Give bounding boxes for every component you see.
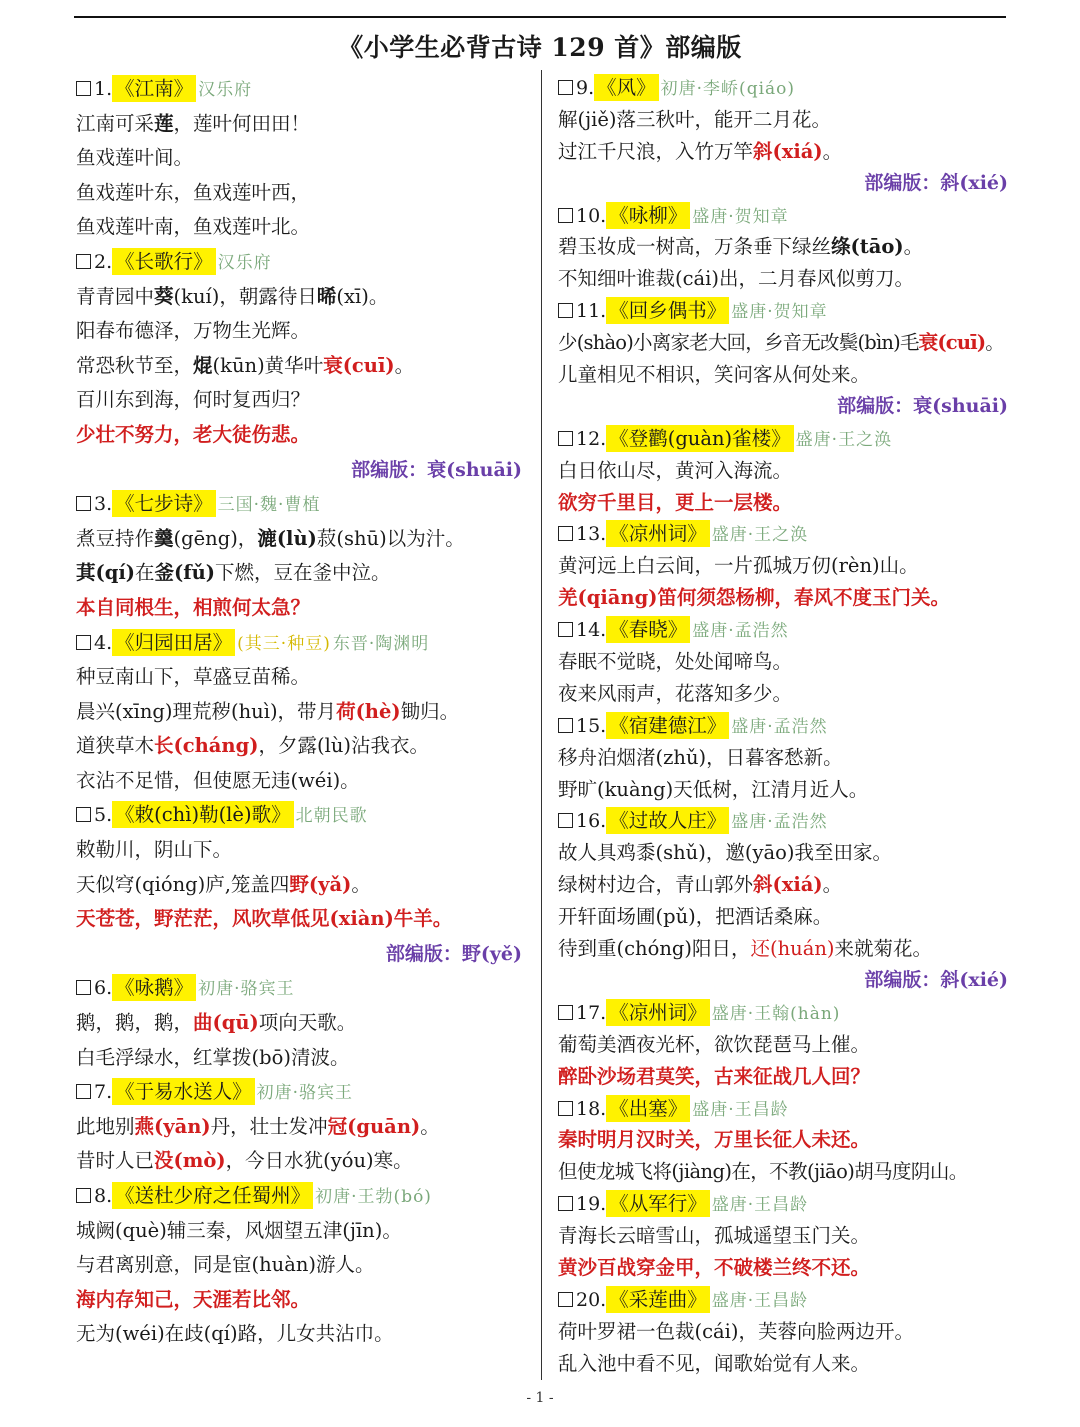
- poem-1-heading: 1. 《江南》 汉乐府: [76, 72, 522, 107]
- poem-title: 《于易水送人》: [112, 1078, 255, 1105]
- poem-10-heading: 10. 《咏柳》 盛唐·贺知章: [558, 200, 1008, 232]
- poem-12-heading: 12. 《登鹳(guàn)雀楼》 盛唐·王之涣: [558, 423, 1008, 455]
- poem-line: 青青园中葵(kuí)，朝露待日晞(xī)。: [76, 284, 389, 308]
- poem-author: 盛唐·王昌龄: [692, 1099, 789, 1120]
- edition-note: 部编版：衰(shuāi): [837, 394, 1008, 417]
- poem-line: 夜来风雨声，花落知多少。: [558, 681, 793, 705]
- poem-title: 《归园田居》: [112, 629, 235, 656]
- checkbox[interactable]: [76, 1188, 91, 1203]
- page-title: 《小学生必背古诗 129 首》部编版: [338, 33, 742, 62]
- page-number: - 1 -: [526, 1390, 554, 1406]
- poem-author: 盛唐·王之涣: [711, 525, 809, 546]
- poem-9-heading: 9. 《风》 初唐·李峤(qiáo): [558, 72, 1008, 104]
- poem-line: 煮豆持作羹(gēng)，漉(lù)菽(shū)以为汁。: [76, 526, 465, 550]
- poem-line: 道狭草木长(cháng)，夕露(lù)沾我衣。: [76, 734, 429, 758]
- poem-line-highlight: 本自同根生，相煎何太急？: [76, 595, 311, 619]
- poem-author: 东晋·陶渊明: [332, 633, 430, 654]
- checkbox[interactable]: [558, 208, 573, 223]
- poem-title: 《凉州词》: [606, 999, 710, 1026]
- poem-author: 初唐·李峤(qiáo): [660, 79, 796, 99]
- poem-7-heading: 7. 《于易水送人》 初唐·骆宾王: [76, 1075, 522, 1110]
- poem-line: 开轩面场圃(pǔ)，把酒话桑麻。: [558, 905, 833, 929]
- poem-title: 《咏鹅》: [112, 974, 196, 1001]
- poem-line: 江南可采莲，莲叶何田田！: [76, 111, 311, 135]
- poem-title: 《宿建德江》: [606, 712, 729, 739]
- poem-2-heading: 2. 《长歌行》 汉乐府: [76, 245, 522, 280]
- checkbox[interactable]: [558, 813, 573, 828]
- poem-6-heading: 6. 《咏鹅》 初唐·骆宾王: [76, 971, 522, 1006]
- poem-line-highlight: 醉卧沙场君莫笑，古来征战几人回？: [558, 1064, 871, 1088]
- edition-note: 部编版：斜(xié): [864, 968, 1008, 991]
- poem-line-highlight: 海内存知己，天涯若比邻。: [76, 1287, 311, 1311]
- edition-note: 部编版：衰(shuāi): [351, 458, 522, 481]
- poem-20-heading: 20. 《采莲曲》 盛唐·王昌龄: [558, 1284, 1008, 1316]
- poem-line: 无为(wéi)在歧(qí)路，儿女共沾巾。: [76, 1322, 394, 1346]
- checkbox[interactable]: [558, 526, 573, 541]
- checkbox[interactable]: [558, 303, 573, 318]
- poem-author: 盛唐·贺知章: [731, 302, 828, 323]
- checkbox[interactable]: [76, 496, 91, 511]
- poem-line: 城阙(què)辅三秦，风烟望五津(jīn)。: [76, 1218, 402, 1242]
- checkbox[interactable]: [558, 1101, 573, 1116]
- poem-author: 盛唐·孟浩然: [731, 812, 828, 833]
- poem-14-heading: 14. 《春晓》 盛唐·孟浩然: [558, 614, 1008, 646]
- checkbox[interactable]: [558, 431, 573, 446]
- poem-title: 《七步诗》: [112, 490, 216, 517]
- poem-line: 少(shào)小离家老大回，乡音无改鬓(bìn)毛衰(cuī)。: [558, 331, 1004, 355]
- poem-author: 初唐·骆宾王: [256, 1083, 354, 1104]
- poem-line: 与君离别意，同是宦(huàn)游人。: [76, 1253, 375, 1277]
- checkbox[interactable]: [76, 807, 91, 822]
- poem-subtitle: (其三·种豆): [237, 633, 331, 654]
- poem-line: 天似穹(qióng)庐,笼盖四野(yǎ)。: [76, 872, 371, 896]
- poem-author: 北朝民歌: [295, 806, 368, 827]
- checkbox[interactable]: [558, 1005, 573, 1020]
- poem-line: 敕勒川，阴山下。: [76, 838, 233, 862]
- checkbox[interactable]: [76, 81, 91, 96]
- poem-author: 盛唐·王翰(hàn): [711, 1003, 841, 1024]
- poem-line: 绿树村边合，青山郭外斜(xiá)。: [558, 873, 843, 897]
- poem-line: 春眠不觉晓，处处闻啼鸟。: [558, 650, 793, 674]
- top-rule: [74, 16, 1006, 18]
- poem-line: 鱼戏莲叶间。: [76, 146, 194, 170]
- poem-line: 过江千尺浪，入竹万竿斜(xiá)。: [558, 139, 843, 163]
- poem-author: 三国·魏·曹植: [217, 495, 321, 516]
- poem-author: 盛唐·孟浩然: [731, 716, 828, 737]
- poem-line: 但使龙城飞将(jiàng)在，不教(jiāo)胡马度阴山。: [558, 1160, 968, 1184]
- poem-line: 待到重(chóng)阳日，还(huán)来就菊花。: [558, 937, 933, 961]
- poem-line: 葡萄美酒夜光杯，欲饮琵琶马上催。: [558, 1032, 871, 1056]
- poem-4-heading: 4. 《归园田居》 (其三·种豆) 东晋·陶渊明: [76, 626, 522, 661]
- poem-18-heading: 18. 《出塞》 盛唐·王昌龄: [558, 1093, 1008, 1125]
- poem-author: 盛唐·孟浩然: [692, 621, 789, 642]
- poem-13-heading: 13. 《凉州词》 盛唐·王之涣: [558, 518, 1008, 550]
- poem-line: 乱入池中看不见，闻歌始觉有人来。: [558, 1351, 871, 1375]
- poem-17-heading: 17. 《凉州词》 盛唐·王翰(hàn): [558, 997, 1008, 1029]
- poem-title: 《过故人庄》: [606, 807, 729, 834]
- poem-line: 晨兴(xīng)理荒秽(huì)，带月荷(hè)锄归。: [76, 699, 460, 723]
- poem-title: 《凉州词》: [606, 520, 710, 547]
- poem-title: 《咏柳》: [606, 202, 690, 229]
- poem-author: 初唐·骆宾王: [198, 979, 295, 1000]
- poem-line: 阳春布德泽，万物生光辉。: [76, 319, 311, 343]
- poem-line-highlight: 黄沙百战穿金甲，不破楼兰终不还。: [558, 1255, 871, 1279]
- poem-line-highlight: 天苍苍，野茫茫，风吹草低见(xiàn)牛羊。: [76, 907, 453, 931]
- poem-line-highlight: 秦时明月汉时关，万里长征人未还。: [558, 1128, 871, 1152]
- poem-line: 昔时人已没(mò)，今日水犹(yóu)寒。: [76, 1149, 413, 1173]
- poem-line: 儿童相见不相识，笑问客从何处来。: [558, 363, 871, 387]
- poem-3-heading: 3. 《七步诗》 三国·魏·曹植: [76, 487, 522, 522]
- poem-line: 百川东到海，何时复西归？: [76, 388, 311, 412]
- poem-title: 《江南》: [112, 75, 196, 102]
- poem-line: 野旷(kuàng)天低树，江清月近人。: [558, 777, 869, 801]
- poem-line: 荷叶罗裙一色裁(cái)，芙蓉向脸两边开。: [558, 1319, 914, 1343]
- poem-title: 《采莲曲》: [606, 1286, 710, 1313]
- poem-line: 鹅，鹅，鹅，曲(qū)项向天歌。: [76, 1011, 357, 1035]
- poem-author: 盛唐·贺知章: [692, 206, 789, 227]
- poem-line: 白日依山尽，黄河入海流。: [558, 458, 793, 482]
- poem-title: 《长歌行》: [112, 248, 216, 275]
- poem-line: 种豆南山下，草盛豆苗稀。: [76, 665, 311, 689]
- poem-line: 鱼戏莲叶东，鱼戏莲叶西，: [76, 180, 311, 204]
- poem-line: 移舟泊烟渚(zhǔ)，日暮客愁新。: [558, 745, 843, 769]
- poem-line: 解(jiě)落三秋叶，能开二月花。: [558, 107, 832, 131]
- poem-title: 《风》: [594, 74, 659, 101]
- poem-19-heading: 19. 《从军行》 盛唐·王昌龄: [558, 1188, 1008, 1220]
- poem-line: 不知细叶谁裁(cái)出，二月春风似剪刀。: [558, 267, 914, 291]
- poem-5-heading: 5. 《敕(chì)勒(lè)歌》 北朝民歌: [76, 798, 522, 833]
- edition-note: 部编版：野(yě): [385, 942, 522, 965]
- checkbox[interactable]: [76, 980, 91, 995]
- poem-line: 青海长云暗雪山，孤城遥望玉门关。: [558, 1224, 871, 1248]
- checkbox[interactable]: [558, 80, 573, 95]
- poem-author: 初唐·王勃(bó): [315, 1187, 432, 1207]
- poem-author: 盛唐·王昌龄: [711, 1195, 809, 1216]
- poem-title: 《送杜少府之任蜀州》: [112, 1182, 313, 1209]
- checkbox[interactable]: [76, 254, 91, 269]
- poem-8-heading: 8. 《送杜少府之任蜀州》 初唐·王勃(bó): [76, 1179, 522, 1214]
- poem-line: 常恐秋节至，焜(kūn)黄华叶衰(cuī)。: [76, 353, 415, 377]
- checkbox[interactable]: [558, 622, 573, 637]
- poem-author: 汉乐府: [217, 252, 272, 273]
- poem-author: 盛唐·王昌龄: [711, 1290, 809, 1311]
- poem-line: 碧玉妆成一树高，万条垂下绿丝绦(tāo)。: [558, 235, 924, 259]
- poem-line: 萁(qí)在釜(fǔ)下燃，豆在釜中泣。: [76, 561, 391, 585]
- poem-line: 衣沾不足惜，但使愿无违(wéi)。: [76, 768, 360, 792]
- poem-line: 白毛浮绿水，红掌拨(bō)清波。: [76, 1045, 350, 1069]
- edition-note: 部编版：斜(xié): [864, 171, 1008, 194]
- checkbox[interactable]: [76, 1084, 91, 1099]
- poem-line: 鱼戏莲叶南，鱼戏莲叶北。: [76, 215, 311, 239]
- poem-author: 盛唐·王之涣: [795, 429, 893, 450]
- poem-line: 此地别燕(yān)丹，壮士发冲冠(guān)。: [76, 1114, 440, 1138]
- poem-title: 《出塞》: [606, 1095, 690, 1122]
- poem-title: 《登鹳(guàn)雀楼》: [606, 425, 793, 452]
- poem-11-heading: 11. 《回乡偶书》 盛唐·贺知章: [558, 295, 1008, 327]
- poem-title: 《春晓》: [606, 616, 690, 643]
- poem-15-heading: 15. 《宿建德江》 盛唐·孟浩然: [558, 710, 1008, 742]
- column-divider: [541, 70, 542, 1380]
- poem-line-highlight: 欲穷千里目，更上一层楼。: [558, 490, 793, 514]
- checkbox[interactable]: [76, 635, 91, 650]
- checkbox[interactable]: [558, 1292, 573, 1307]
- poem-author: 汉乐府: [198, 80, 253, 100]
- poem-line-highlight: 羌(qiāng)笛何须怨杨柳，春风不度玉门关。: [558, 586, 950, 610]
- left-column: [76, 72, 522, 1352]
- poem-line-highlight: 少壮不努力，老大徒伤悲。: [76, 422, 311, 446]
- checkbox[interactable]: [558, 718, 573, 733]
- checkbox[interactable]: [558, 1196, 573, 1211]
- poem-16-heading: 16. 《过故人庄》 盛唐·孟浩然: [558, 805, 1008, 837]
- poem-title: 《回乡偶书》: [606, 297, 729, 324]
- poem-title: 《敕(chì)勒(lè)歌》: [112, 801, 293, 828]
- right-column: [558, 72, 1008, 1380]
- poem-line: 故人具鸡黍(shǔ)，邀(yāo)我至田家。: [558, 841, 892, 865]
- poem-line: 黄河远上白云间，一片孤城万仞(rèn)山。: [558, 554, 919, 578]
- poem-title: 《从军行》: [606, 1190, 710, 1217]
